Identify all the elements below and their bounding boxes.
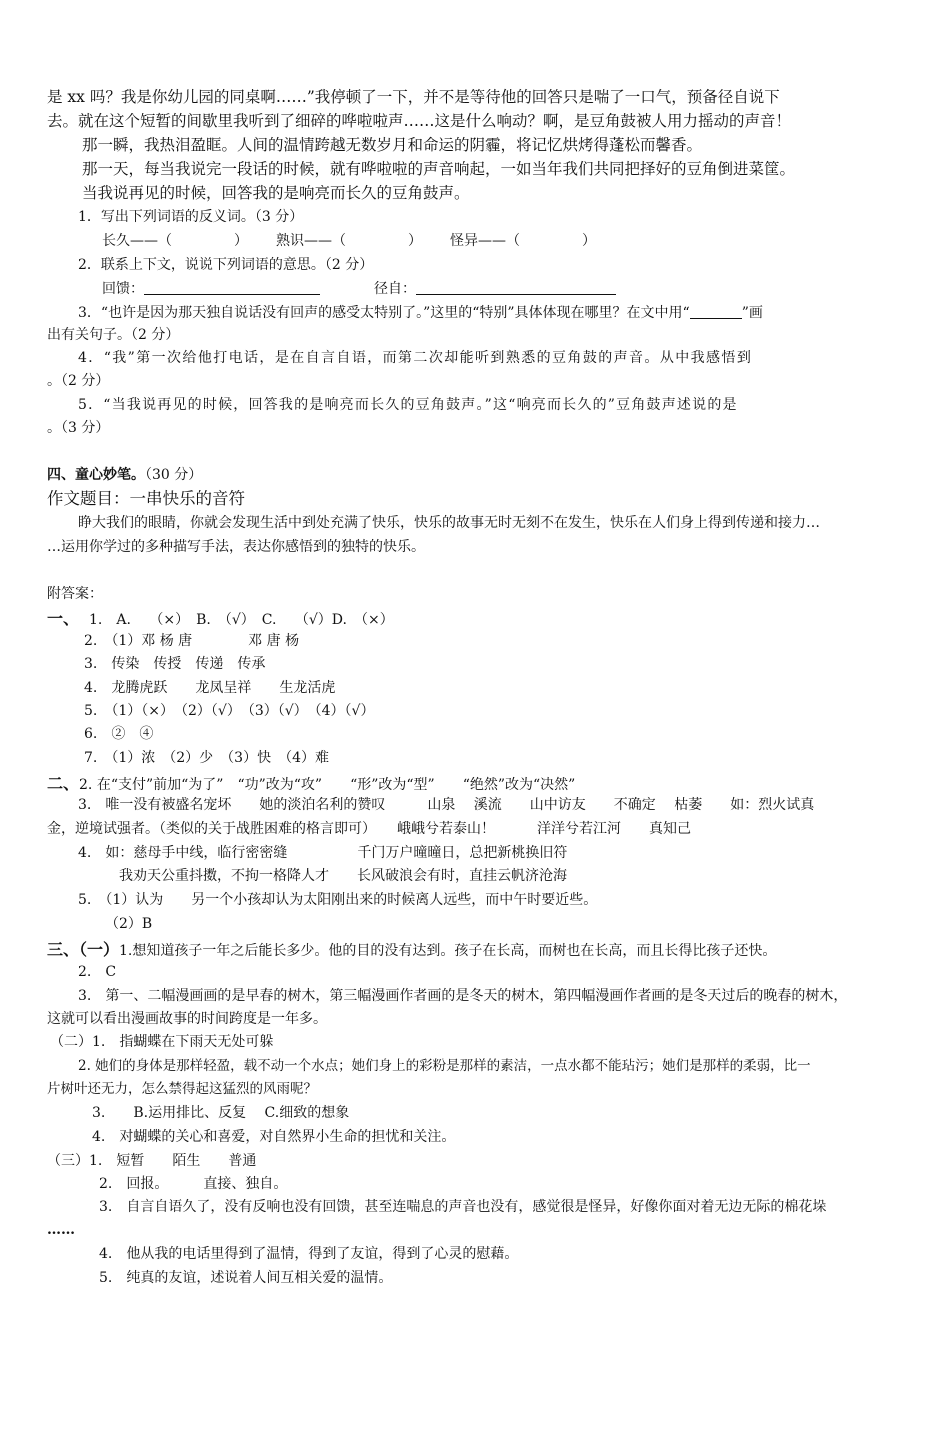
antonym-items: 长久——（ ） 熟识——（ ） 怪异——（ ） xyxy=(102,233,596,249)
story-paragraph: 当我说再见的时候，回答我的是响亮而长久的豆角鼓声。 xyxy=(82,184,470,202)
answer-line: 我劝天公重抖擞，不拘一格降人才 长风破浪会有时，直挂云帆济沧海 xyxy=(119,868,567,884)
answer-line: …… xyxy=(47,1222,75,1238)
answer-line: 4. 对蝴蝶的关心和喜爱，对自然界小生命的担忧和关注。 xyxy=(92,1129,456,1145)
answer-blank[interactable] xyxy=(144,280,320,295)
answer-blank[interactable] xyxy=(690,304,742,319)
story-paragraph: 那一瞬，我热泪盈眶。人间的温情跨越无数岁月和命运的阴霾，将记忆烘烤得蓬松而馨香。 xyxy=(82,136,703,154)
question-4: 4．“我”第一次给他打电话，是在自言自语，而第二次却能听到熟悉的豆角鼓的声音。从中我感悟到 xyxy=(78,350,753,366)
answer-blank[interactable] xyxy=(416,280,616,295)
definition-items: 回馈： 径自： xyxy=(102,280,616,298)
answer-line: 3. 唯一没有被盛名宠坏 她的淡泊名利的赞叹 山泉 溪流 山中访友 不确定 枯萎 如：烈火试真 xyxy=(78,797,815,813)
answer-line: 2. C xyxy=(78,964,117,980)
question-5: 5．“当我说再见的时候，回答我的是响亮而长久的豆角鼓声。”这“响亮而长久的”豆角鼓声述说的是 xyxy=(78,397,738,413)
answer-line: 3. 传染 传授 传递 传承 xyxy=(84,656,266,672)
question-1: 1．写出下列词语的反义词。（3 分） xyxy=(78,209,304,225)
section-heading: 四、童心妙笔。（30 分） xyxy=(47,467,203,483)
answer-line: 2. 她们的身体是那样轻盈，载不动一个水点；她们身上的彩粉是那样的素洁，一点水都不能玷污；她们是那样的柔弱，比一 xyxy=(78,1058,811,1074)
answer-line: （2）B xyxy=(105,916,153,932)
answer-line: （三）1. 短暂 陌生 普通 xyxy=(47,1153,257,1169)
question-4-cont: 。（2 分） xyxy=(47,373,110,389)
answers-label: 附答案： xyxy=(47,586,103,602)
answer-line: 2. （1）邓 杨 唐 邓 唐 杨 xyxy=(84,633,300,649)
antonym-item: 熟识——（ xyxy=(276,233,346,249)
answer-line: 5. （1）（×） （2）（√） （3）（√） （4）（√） xyxy=(84,703,375,719)
story-paragraph-line: 是 xx 吗？我是你幼儿园的同桌啊……”我停顿了一下，并不是等待他的回答只是喘了一口气，预备径自说下 xyxy=(47,88,780,106)
answer-line: 这就可以看出漫画故事的时间跨度是一年多。 xyxy=(47,1011,327,1027)
answer-line: 3. 第一、二幅漫画画的是早春的树木，第三幅漫画作者画的是冬天的树木，第四幅漫画作者画的是冬天过后的晚春的树木， xyxy=(78,988,848,1004)
antonym-item: 长久——（ xyxy=(102,233,172,249)
answer-line: 3. 自言自语久了，没有反响也没有回馈，甚至连喘息的声音也没有，感觉很是怪异，好像你面对着无边无际的棉花垛 xyxy=(99,1199,827,1215)
answer-line: 6. ② ④ xyxy=(84,726,154,742)
answer-line: 4. 如：慈母手中线，临行密密缝 千门万户曈曈日，总把新桃换旧符 xyxy=(78,845,568,861)
answer-line: 5. （1）认为 另一个小孩却认为太阳刚出来的时候离人远些，而中午时要近些。 xyxy=(78,892,598,908)
story-paragraph-line: 去。就在这个短暂的间歇里我听到了细碎的哗啦啦声……这是什么响动？啊，是豆角鼓被人用力摇动的声音！ xyxy=(47,112,792,130)
answer-line: 三、（一）1.想知道孩子一年之后能长多少。他的目的没有达到。孩子在长高，而树也在长高，而且长得比孩子还快。 xyxy=(47,940,777,959)
answer-line: 金，逆境试强者。（类似的关于战胜困难的格言即可） 峨峨兮若泰山！ 洋洋兮若江河 真知己 xyxy=(47,821,691,837)
answer-line: 4. 龙腾虎跃 龙凤呈祥 生龙活虎 xyxy=(84,680,336,696)
answer-line: （二）1. 指蝴蝶在下雨天无处可躲 xyxy=(50,1034,274,1050)
antonym-item: 怪异——（ xyxy=(450,233,520,249)
question-3-cont: 出有关句子。（2 分） xyxy=(47,327,180,343)
composition-prompt-cont: …运用你学过的多种描写手法，表达你感悟到的独特的快乐。 xyxy=(47,539,425,555)
story-paragraph: 那一天，每当我说完一段话的时候，就有哗啦啦的声音响起，一如当年我们共同把择好的豆角倒进菜筐。 xyxy=(82,160,796,178)
composition-prompt: 睁大我们的眼睛，你就会发现生活中到处充满了快乐，快乐的故事无时无刻不在发生，快乐在人们身上得到传递和接力… xyxy=(78,515,820,531)
answer-line: 2. 回报。 直接、独自。 xyxy=(99,1176,288,1192)
answer-line: 二、2. 在“支付”前加“为了” “功”改为“攻” “形”改为“型” “绝然”改为“决然” xyxy=(47,774,576,793)
question-2: 2．联系上下文，说说下列词语的意思。（2 分） xyxy=(78,257,374,273)
question-5-cont: 。（3 分） xyxy=(47,420,110,436)
answer-line: 一、 1. A. （×） B. （√） C. （√）D. （×） xyxy=(47,609,394,628)
answer-line: 7. （1）浓 （2）少 （3）快 （4）难 xyxy=(84,750,329,766)
answer-line: 片树叶还无力，怎么禁得起这猛烈的风雨呢？ xyxy=(47,1081,317,1097)
composition-title: 作文题目：一串快乐的音符 xyxy=(47,489,245,508)
answer-line: 5. 纯真的友谊，述说着人间互相关爱的温情。 xyxy=(99,1270,393,1286)
answer-line: 3. B.运用排比、反复 C.细致的想象 xyxy=(92,1105,350,1121)
answer-line: 4. 他从我的电话里得到了温情，得到了友谊，得到了心灵的慰藉。 xyxy=(99,1246,519,1262)
question-3: 3．“也许是因为那天独自说话没有回声的感受太特别了。”这里的“特别”具体体现在哪里？在文中用“ ”画 xyxy=(78,305,763,321)
